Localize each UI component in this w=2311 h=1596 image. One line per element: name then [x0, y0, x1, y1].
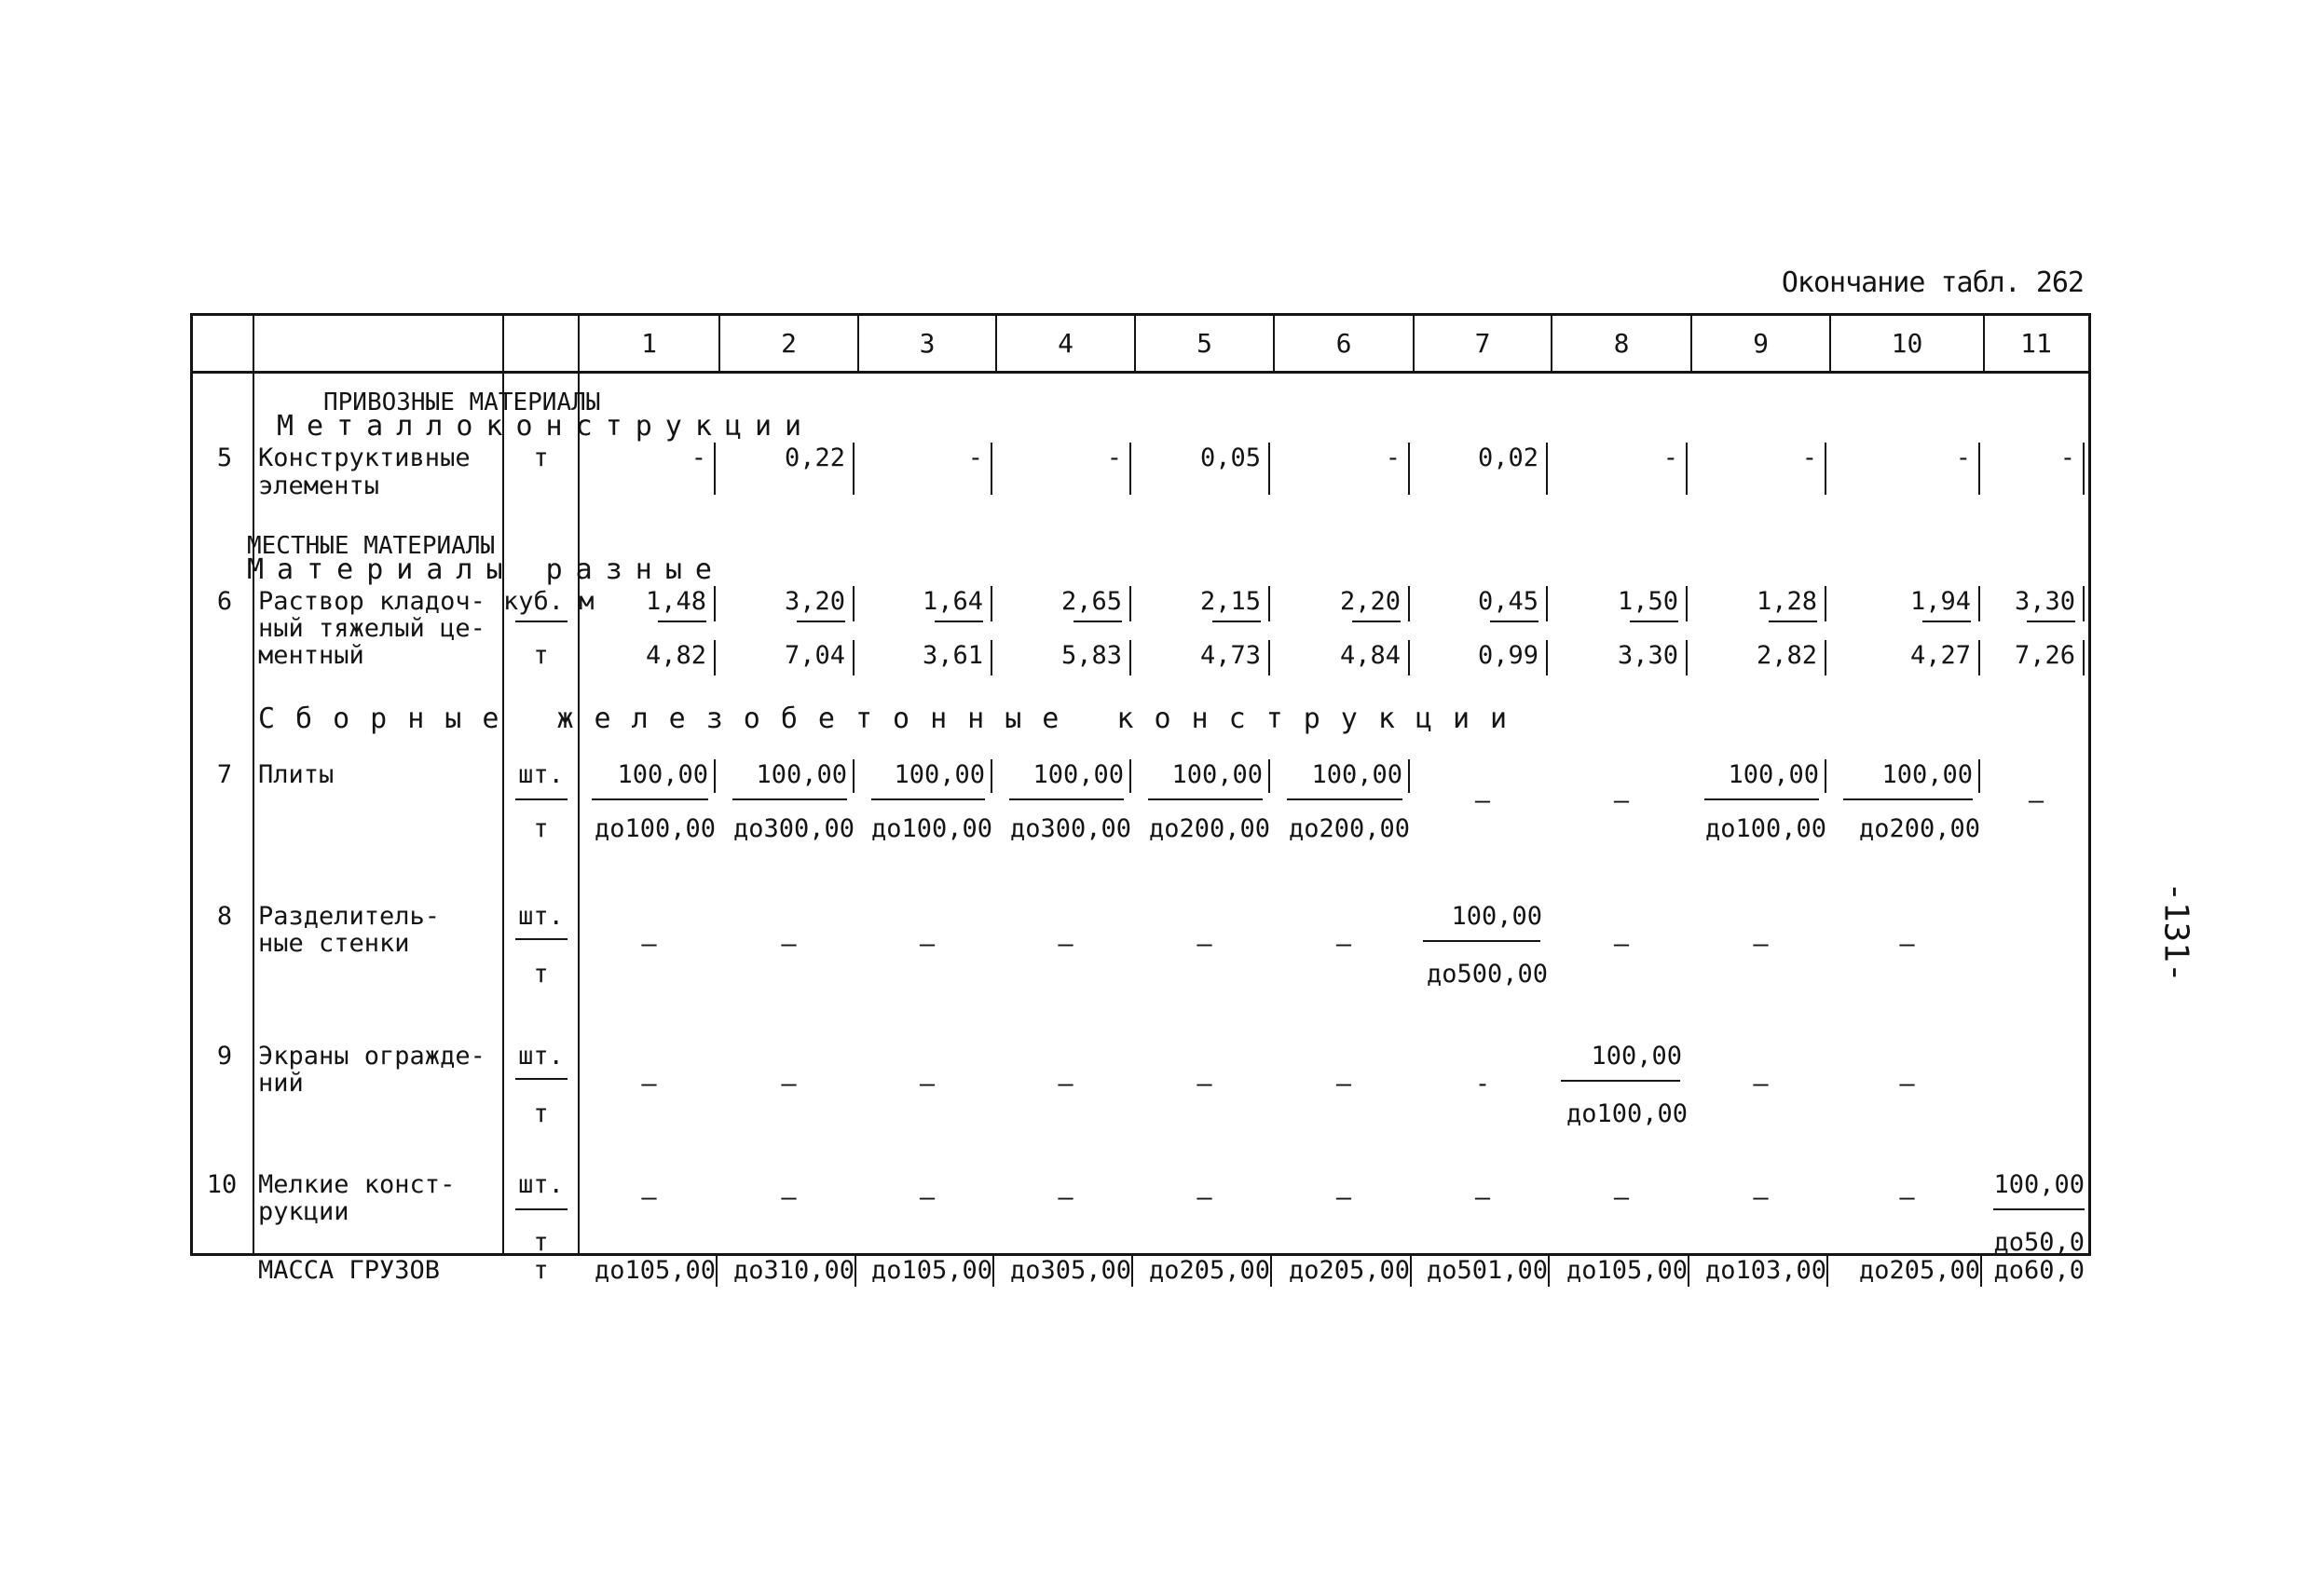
value-top: 2,15	[1199, 587, 1261, 616]
cell-tick	[1268, 443, 1270, 495]
value-top: 1,28	[1756, 587, 1817, 616]
cell-tick	[1978, 640, 1980, 675]
value-cell: -	[1955, 443, 1971, 472]
header-col-5: 3	[919, 328, 936, 359]
empty-dash: -	[1474, 1070, 1491, 1098]
row-number: 5	[216, 443, 233, 472]
header-col-2	[503, 316, 579, 371]
empty-dash: –	[1753, 930, 1769, 959]
fraction-line	[1148, 798, 1263, 800]
cell-tick	[1825, 586, 1826, 621]
empty-dash: –	[641, 930, 657, 959]
value-bottom: до100,00	[594, 814, 716, 843]
cell-tick	[1978, 586, 1980, 621]
unit-bottom: т	[533, 960, 549, 989]
value-bottom: 7,04	[784, 641, 845, 670]
empty-dash: –	[641, 1183, 657, 1212]
value-top: 0,45	[1477, 587, 1538, 616]
row-name: Раствор кладоч-	[258, 587, 485, 616]
cell-tick	[714, 759, 716, 793]
mass-value: до60,0	[1993, 1256, 2085, 1285]
fraction-line	[1490, 621, 1538, 622]
section-local: МЕСТНЫЕ МАТЕРИАЛЫ	[247, 532, 496, 560]
body-divider	[253, 374, 254, 1253]
header-col-8: 6	[1335, 328, 1352, 359]
row-name: ные стенки	[258, 929, 410, 958]
row-name: элементы	[258, 471, 380, 500]
cell-tick	[855, 1255, 856, 1287]
empty-dash: –	[1058, 1070, 1073, 1098]
value-cell: -	[1801, 443, 1817, 472]
value-top: 1,48	[645, 587, 706, 616]
value-bottom: 0,99	[1477, 641, 1538, 670]
value-cell: -	[691, 443, 706, 472]
cell-tick	[1546, 586, 1548, 621]
cell-tick	[1825, 759, 1826, 793]
row-name: Конструктивные	[258, 443, 471, 472]
header-divider	[718, 316, 720, 371]
value-cell: 0,02	[1477, 443, 1538, 472]
row-name: ний	[258, 1069, 304, 1098]
cell-tick	[1408, 586, 1410, 621]
empty-dash: –	[1058, 930, 1073, 959]
header-col-4: 2	[781, 328, 797, 359]
header-col-11: 9	[1753, 328, 1769, 359]
cell-tick	[1408, 759, 1410, 793]
empty-dash: –	[2028, 786, 2044, 815]
row-number: 10	[206, 1170, 238, 1199]
empty-dash: –	[1753, 1070, 1769, 1098]
empty-dash: –	[1613, 930, 1630, 959]
section-precast: Сборные железобетонные конструкции	[258, 703, 1528, 735]
fraction-line	[592, 798, 708, 800]
value-top: 100,00	[1171, 760, 1263, 789]
empty-dash: –	[1613, 1183, 1630, 1212]
header-col-7: 5	[1197, 328, 1212, 359]
fraction-line	[2027, 621, 2075, 622]
value-cell: -	[1106, 443, 1122, 472]
cell-tick	[853, 640, 855, 675]
value-bottom: 7,26	[2014, 641, 2075, 670]
fraction-line	[1212, 621, 1261, 622]
value-cell: 0,05	[1199, 443, 1261, 472]
header-col-9: 7	[1474, 328, 1491, 359]
cell-tick	[991, 586, 992, 621]
value-top: 3,20	[784, 587, 845, 616]
cell-tick	[1268, 586, 1270, 621]
fraction-line	[935, 621, 983, 622]
header-col-13: 11	[2020, 328, 2052, 359]
cell-tick	[2083, 640, 2085, 675]
value-cell: 0,22	[784, 443, 845, 472]
header-divider	[578, 316, 580, 371]
mass-value: до103,00	[1704, 1256, 1826, 1285]
cell-tick	[991, 640, 992, 675]
fraction-line	[658, 621, 706, 622]
mass-value: до205,00	[1858, 1256, 1980, 1285]
header-divider	[995, 316, 997, 371]
empty-dash: –	[919, 930, 936, 959]
value-bottom: до100,00	[870, 814, 992, 843]
empty-dash: –	[1197, 1183, 1212, 1212]
unit-top: шт.	[518, 760, 564, 789]
empty-dash: –	[1335, 1183, 1352, 1212]
empty-dash: –	[1058, 1183, 1073, 1212]
empty-dash: –	[1474, 786, 1491, 815]
cell-tick	[1686, 640, 1688, 675]
header-divider	[1413, 316, 1415, 371]
header-col-1	[253, 316, 503, 371]
table-header-row	[193, 316, 2088, 374]
cell-tick	[1129, 586, 1131, 621]
value-top: 100,00	[1311, 760, 1402, 789]
header-col-10: 8	[1613, 328, 1630, 359]
fraction-line	[1922, 621, 1971, 622]
fraction-line	[1769, 621, 1817, 622]
unit-bottom: т	[533, 1099, 549, 1128]
cell-tick	[1270, 1255, 1272, 1287]
fraction-line	[1630, 621, 1678, 622]
value-top: 100,00	[1728, 760, 1819, 789]
empty-dash: –	[1753, 1183, 1769, 1212]
cell-tick	[1546, 640, 1548, 675]
unit-bottom: т	[533, 1228, 549, 1257]
value-top: 2,65	[1060, 587, 1122, 616]
empty-dash: –	[1899, 1070, 1915, 1098]
mass-value: до205,00	[1288, 1256, 1410, 1285]
mass-value: до105,00	[870, 1256, 992, 1285]
header-divider	[502, 316, 504, 371]
value-cell: -	[2059, 443, 2075, 472]
cell-tick	[1825, 640, 1826, 675]
value-top: 100,00	[1451, 902, 1542, 931]
row-name: Мелкие конст-	[258, 1170, 456, 1199]
fraction-line	[1073, 621, 1122, 622]
value-cell: -	[967, 443, 983, 472]
fraction-line	[1704, 798, 1819, 800]
header-divider	[1134, 316, 1136, 371]
cell-tick	[1825, 443, 1826, 495]
value-bottom: 5,83	[1060, 641, 1122, 670]
unit-top: шт.	[518, 1042, 564, 1071]
table-caption: Окончание табл. 262	[1781, 266, 2084, 299]
value-cell: -	[1385, 443, 1401, 472]
value-top: 100,00	[617, 760, 708, 789]
header-divider	[1983, 316, 1985, 371]
value-top: 100,00	[1591, 1042, 1682, 1071]
row-name: Плиты	[258, 760, 335, 789]
fraction-line	[1287, 798, 1402, 800]
row-number: 6	[216, 587, 233, 616]
row-unit: т	[533, 1256, 549, 1285]
unit-fraction-line	[515, 1208, 567, 1210]
empty-dash: –	[781, 1070, 797, 1098]
value-bottom: до100,00	[1566, 1099, 1688, 1128]
unit-fraction-line	[515, 1078, 567, 1080]
empty-dash: –	[641, 1070, 657, 1098]
cell-tick	[1129, 759, 1131, 793]
unit-bottom: т	[533, 814, 549, 843]
fraction-line	[871, 798, 985, 800]
value-bottom: 2,82	[1756, 641, 1817, 670]
value-bottom: 4,27	[1909, 641, 1971, 670]
empty-dash: –	[1474, 1183, 1491, 1212]
empty-dash: –	[1613, 786, 1630, 815]
cell-tick	[716, 1255, 718, 1287]
cell-tick	[1686, 443, 1688, 495]
value-top: 100,00	[894, 760, 985, 789]
unit-bottom: т	[533, 641, 549, 670]
value-cell: -	[1662, 443, 1678, 472]
empty-dash: –	[1335, 1070, 1352, 1098]
cell-tick	[1268, 759, 1270, 793]
fraction-line	[1423, 940, 1540, 942]
cell-tick	[2083, 443, 2085, 495]
value-bottom: 4,73	[1199, 641, 1261, 670]
header-divider	[1690, 316, 1692, 371]
page-number: -131-	[2156, 881, 2195, 983]
value-bottom: до200,00	[1288, 814, 1410, 843]
empty-dash: –	[1899, 930, 1915, 959]
cell-tick	[1408, 640, 1410, 675]
value-top: 100,00	[1032, 760, 1124, 789]
cell-tick	[853, 759, 855, 793]
cell-tick	[714, 586, 716, 621]
mass-value: до105,00	[594, 1256, 716, 1285]
value-top: 3,30	[2014, 587, 2075, 616]
cell-tick	[992, 1255, 994, 1287]
fraction-line	[1352, 621, 1401, 622]
value-bottom: 4,82	[645, 641, 706, 670]
cell-tick	[1686, 586, 1688, 621]
value-top: 1,64	[922, 587, 983, 616]
mass-value: до105,00	[1566, 1256, 1688, 1285]
cell-tick	[1826, 1255, 1828, 1287]
value-bottom: до100,00	[1704, 814, 1826, 843]
mass-value: до205,00	[1148, 1256, 1270, 1285]
cell-tick	[1978, 443, 1980, 495]
cell-tick	[714, 443, 716, 495]
mass-value: до305,00	[1009, 1256, 1131, 1285]
empty-dash: –	[1335, 930, 1352, 959]
fraction-line	[1009, 798, 1124, 800]
value-bottom: до200,00	[1148, 814, 1270, 843]
section-misc: Материалы разные	[247, 553, 725, 586]
unit-fraction-line	[515, 798, 567, 800]
cell-tick	[1978, 759, 1980, 793]
value-bottom: 3,61	[922, 641, 983, 670]
value-bottom: до300,00	[1009, 814, 1131, 843]
cell-tick	[1129, 443, 1131, 495]
cell-tick	[714, 640, 716, 675]
unit-fraction-line	[515, 938, 567, 940]
row-name: ный тяжелый це-	[258, 614, 485, 643]
row-number: 8	[216, 902, 233, 931]
value-top: 100,00	[1993, 1170, 2085, 1199]
section-metal: Металлоконструкции	[277, 410, 815, 443]
row-number: 7	[216, 760, 233, 789]
cell-tick	[1546, 443, 1548, 495]
header-divider	[1273, 316, 1275, 371]
value-bottom: 4,84	[1339, 641, 1401, 670]
unit-top: шт.	[518, 1170, 564, 1199]
unit-fraction-line	[515, 621, 567, 622]
mass-label: МАССА ГРУЗОВ	[258, 1256, 441, 1285]
cell-tick	[1980, 1255, 1982, 1287]
value-bottom: до500,00	[1426, 960, 1548, 989]
fraction-line	[797, 621, 845, 622]
empty-dash: –	[781, 930, 797, 959]
row-name: Разделитель-	[258, 902, 441, 931]
value-bottom: до200,00	[1858, 814, 1980, 843]
empty-dash: –	[1197, 1070, 1212, 1098]
cell-tick	[1268, 640, 1270, 675]
header-divider	[857, 316, 859, 371]
table-body	[193, 374, 2088, 1285]
cell-tick	[1548, 1255, 1550, 1287]
cell-tick	[1410, 1255, 1412, 1287]
mass-value: до501,00	[1426, 1256, 1548, 1285]
value-bottom: 3,30	[1617, 641, 1678, 670]
cell-tick	[1131, 1255, 1133, 1287]
mass-value: до310,00	[732, 1256, 855, 1285]
data-table	[190, 313, 2091, 1285]
value-top: 100,00	[756, 760, 847, 789]
header-col-6: 4	[1058, 328, 1073, 359]
fraction-line	[1993, 1208, 2085, 1210]
header-divider	[1551, 316, 1552, 371]
value-bottom: до300,00	[732, 814, 855, 843]
empty-dash: –	[919, 1070, 936, 1098]
value-top: 1,50	[1617, 587, 1678, 616]
header-divider	[1829, 316, 1831, 371]
row-name: ментный	[258, 641, 364, 670]
cell-tick	[1129, 640, 1131, 675]
cell-tick	[1688, 1255, 1689, 1287]
row-unit: т	[533, 443, 549, 472]
row-name: рукции	[258, 1197, 349, 1226]
empty-dash: –	[1899, 1183, 1915, 1212]
unit-top: шт.	[518, 902, 564, 931]
header-col-0	[193, 316, 253, 371]
value-top: 100,00	[1881, 760, 1973, 789]
fraction-line	[732, 798, 847, 800]
empty-dash: –	[781, 1183, 797, 1212]
value-bottom: до50,0	[1993, 1228, 2085, 1257]
section-imported: ПРИВОЗНЫЕ МАТЕРИАЛЫ	[323, 389, 601, 416]
fraction-line	[1561, 1080, 1680, 1082]
row-number: 9	[216, 1042, 233, 1071]
header-divider	[253, 316, 254, 371]
empty-dash: –	[1197, 930, 1212, 959]
cell-tick	[853, 443, 855, 495]
value-top: 2,20	[1339, 587, 1401, 616]
fraction-line	[1843, 798, 1973, 800]
cell-tick	[991, 443, 992, 495]
header-col-12: 10	[1891, 328, 1923, 359]
cell-tick	[991, 759, 992, 793]
unit-top: куб. м	[503, 587, 595, 616]
cell-tick	[2083, 586, 2085, 621]
row-name: Экраны огражде-	[258, 1042, 485, 1071]
value-top: 1,94	[1909, 587, 1971, 616]
cell-tick	[1408, 443, 1410, 495]
header-col-3: 1	[641, 328, 657, 359]
cell-tick	[853, 586, 855, 621]
empty-dash: –	[919, 1183, 936, 1212]
